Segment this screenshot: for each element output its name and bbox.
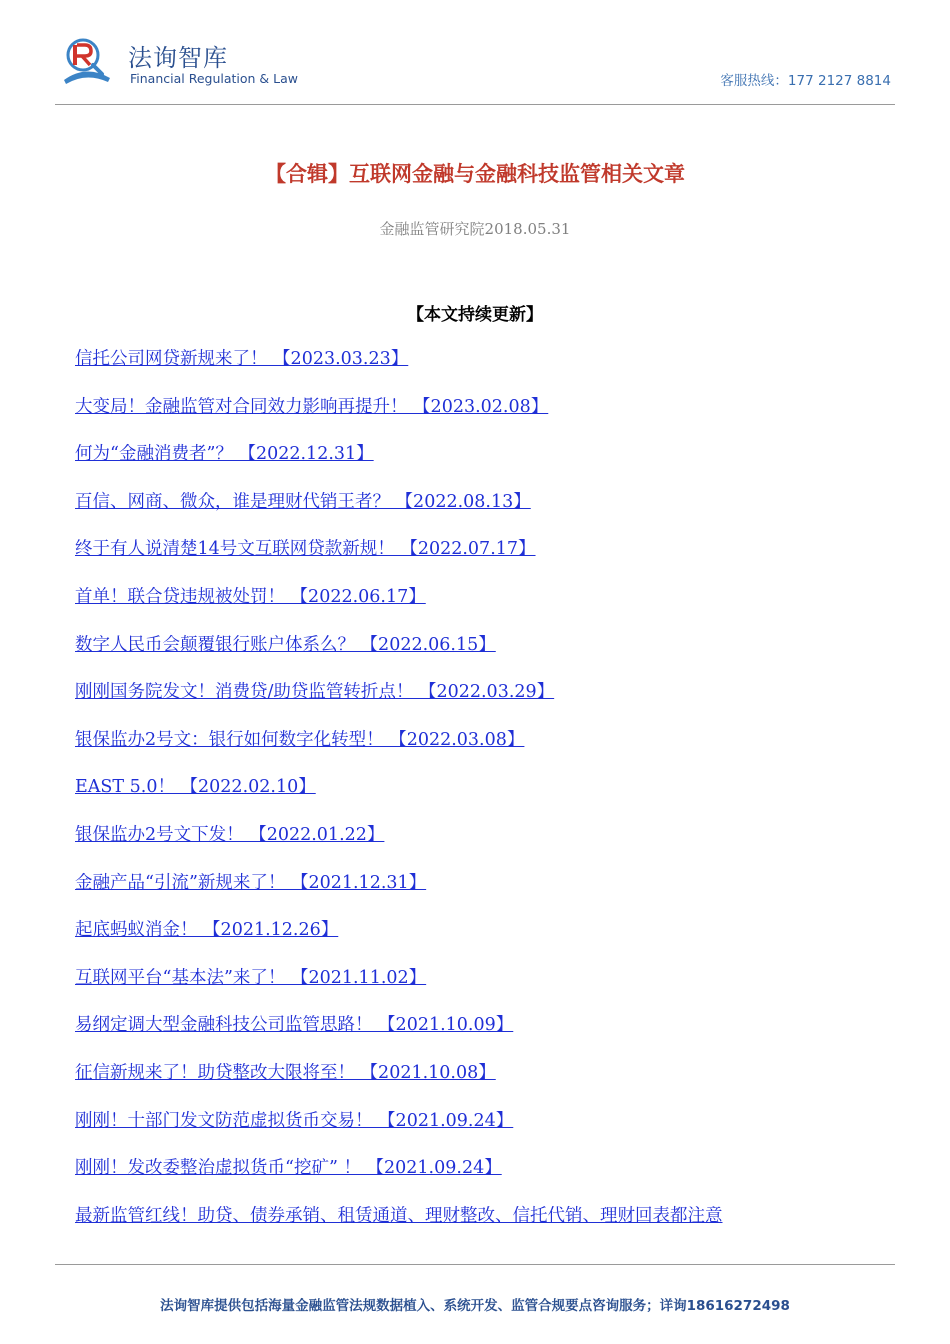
list-item <box>75 869 895 917</box>
logo-icon <box>58 34 114 86</box>
document-subtitle: 【本文持续更新】 <box>407 305 543 325</box>
article-link[interactable]: 易纲定调大型金融科技公司监管思路！ 【2021.10.09】 <box>75 1015 514 1036</box>
list-item <box>75 583 895 631</box>
page-header <box>0 0 950 110</box>
article-link[interactable]: 金融产品“引流”新规来了！ 【2021.12.31】 <box>75 872 427 893</box>
list-item <box>75 1202 895 1250</box>
article-link[interactable]: 刚刚！十部门发文防范虚拟货币交易！ 【2021.09.24】 <box>75 1110 514 1131</box>
list-item <box>75 345 895 393</box>
footer-divider <box>55 1264 895 1265</box>
list-item <box>75 1154 895 1202</box>
list-item <box>75 1011 895 1059</box>
article-link[interactable]: 终于有人说清楚14号文互联网贷款新规！ 【2022.07.17】 <box>75 539 536 560</box>
service-hotline: 客服热线：177 2127 8814 <box>720 73 891 89</box>
list-item <box>75 964 895 1012</box>
document-title: 【合辑】互联网金融与金融科技监管相关文章 <box>265 162 685 186</box>
article-link[interactable]: 最新监管红线！助贷、债券承销、租赁通道、理财整改、信托代销、理财回表都注意 <box>75 1205 723 1226</box>
brand-name: 法询智库 <box>128 44 228 72</box>
article-link[interactable]: 首单！联合贷违规被处罚！ 【2022.06.17】 <box>75 586 426 607</box>
footer-notice: 法询智库提供包括海量金融监管法规数据植入、系统开发、监管合规要点咨询服务；详询18616272498 <box>160 1298 790 1314</box>
list-item <box>75 488 895 536</box>
article-link[interactable]: 何为“金融消费者”？ 【2022.12.31】 <box>75 444 374 465</box>
list-item <box>75 631 895 679</box>
article-link[interactable]: 大变局！金融监管对合同效力影响再提升！ 【2023.02.08】 <box>75 396 549 417</box>
header-divider <box>55 104 895 105</box>
article-link[interactable]: EAST 5.0！ 【2022.02.10】 <box>75 777 316 798</box>
article-link[interactable]: 征信新规来了！助贷整改大限将至！ 【2021.10.08】 <box>75 1062 496 1083</box>
list-item <box>75 1107 895 1155</box>
list-item <box>75 916 895 964</box>
list-item <box>75 726 895 774</box>
document-byline: 金融监管研究院2018.05.31 <box>379 220 571 238</box>
article-link[interactable]: 起底蚂蚁消金！ 【2021.12.26】 <box>75 920 339 941</box>
list-item <box>75 678 895 726</box>
list-item <box>75 535 895 583</box>
article-link[interactable]: 刚刚！发改委整治虚拟货币“挖矿” ！ 【2021.09.24】 <box>75 1158 502 1179</box>
list-item <box>75 440 895 488</box>
article-link[interactable]: 信托公司网贷新规来了！ 【2023.03.23】 <box>75 349 409 369</box>
article-link[interactable]: 刚刚国务院发文！消费贷/助贷监管转折点！ 【2022.03.29】 <box>75 682 555 703</box>
list-item <box>75 773 895 821</box>
list-item <box>75 1059 895 1107</box>
article-list <box>75 345 895 1249</box>
article-link[interactable]: 互联网平台“基本法”来了！ 【2021.11.02】 <box>75 967 427 988</box>
article-link[interactable]: 数字人民币会颠覆银行账户体系么？ 【2022.06.15】 <box>75 634 496 655</box>
list-item <box>75 393 895 441</box>
article-link[interactable]: 百信、网商、微众，谁是理财代销王者？ 【2022.08.13】 <box>75 491 531 512</box>
list-item <box>75 821 895 869</box>
article-link[interactable]: 银保监办2号文下发！ 【2022.01.22】 <box>75 824 385 845</box>
brand-subtitle: Financial Regulation & Law <box>130 71 298 86</box>
article-link[interactable]: 银保监办2号文：银行如何数字化转型！ 【2022.03.08】 <box>75 729 525 750</box>
